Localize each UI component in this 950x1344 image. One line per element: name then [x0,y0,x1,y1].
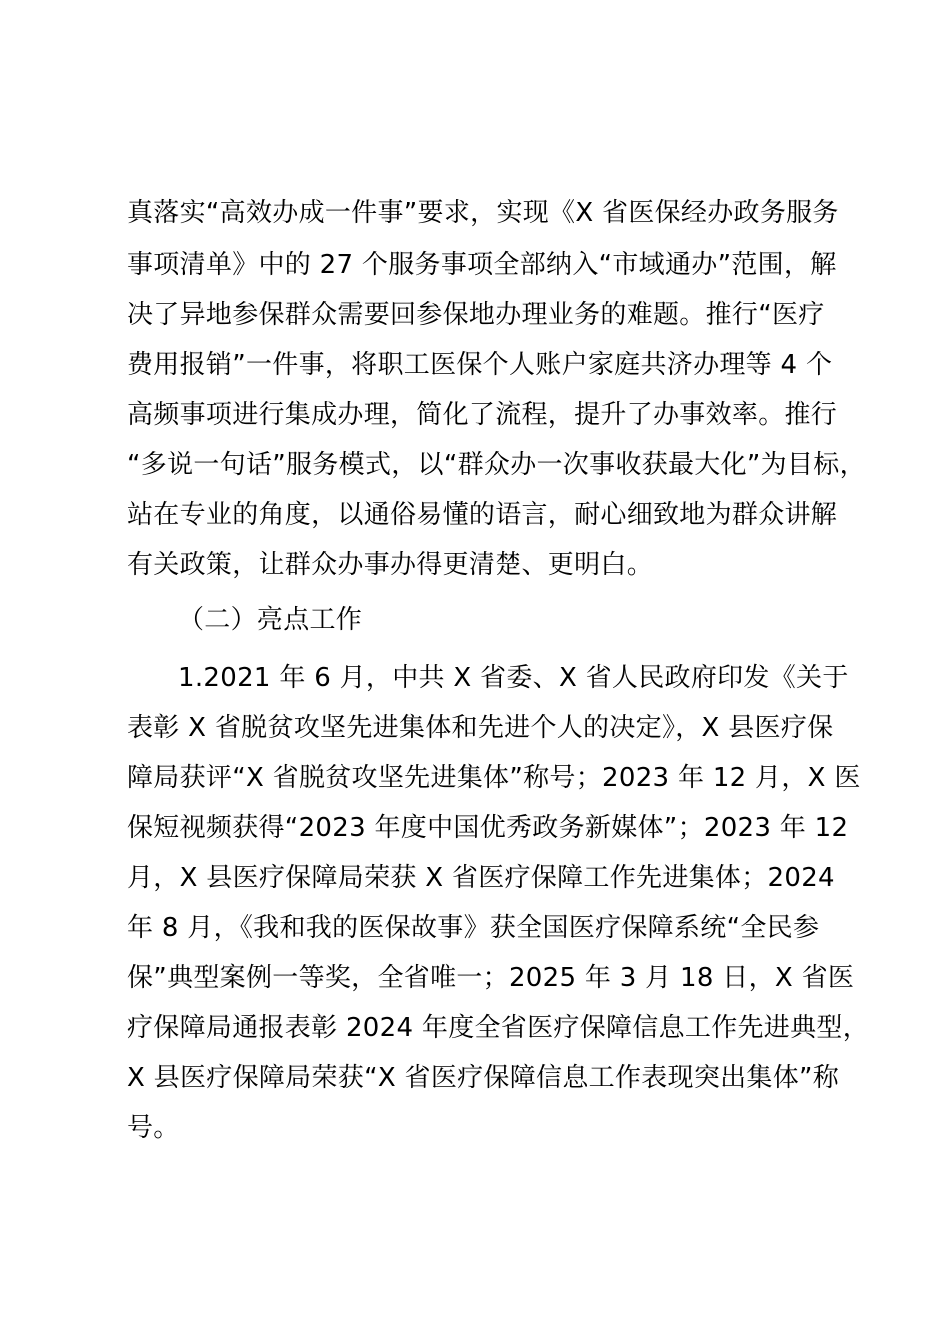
paragraph-1-line-1: 真落实“高效办成一件事”要求，实现《X 省医保经办政务服务 [127,198,839,228]
paragraph-2-line-6: 年 8 月，《我和我的医保故事》获全国医疗保障系统“全民参 [127,913,820,943]
paragraph-2-line-3: 障局获评“X 省脱贫攻坚先进集体”称号；2023 年 12 月，X 医 [127,763,861,793]
paragraph-1-line-8: 有关政策，让群众办事办得更清楚、更明白。 [127,550,654,580]
paragraph-2-line-2: 表彰 X 省脱贫攻坚先进集体和先进个人的决定》，X 县医疗保 [127,713,834,743]
paragraph-1-line-6: “多说一句话”服务模式，以“群众办一次事收获最大化”为目标， [127,450,866,480]
paragraph-2-line-7: 保”典型案例一等奖，全省唯一；2025 年 3 月 18 日，X 省医 [127,963,855,993]
paragraph-1-line-2: 事项清单》中的 27 个服务事项全部纳入“市域通办”范围，解 [127,250,837,280]
paragraph-2-line-5: 月，X 县医疗保障局荣获 X 省医疗保障工作先进集体；2024 [127,863,835,893]
paragraph-2-line-8: 疗保障局通报表彰 2024 年度全省医疗保障信息工作先进典型， [127,1013,869,1043]
paragraph-1-line-3: 决了异地参保群众需要回参保地办理业务的难题。推行“医疗 [127,300,825,330]
paragraph-2-line-9: X 县医疗保障局荣获“X 省医疗保障信息工作表现突出集体”称 [127,1063,840,1093]
paragraph-1-line-5: 高频事项进行集成办理，简化了流程，提升了办事效率。推行 [127,400,838,430]
section-heading: （二）亮点工作 [178,605,363,635]
paragraph-2-line-10: 号。 [127,1113,180,1143]
paragraph-1-line-7: 站在专业的角度，以通俗易懂的语言，耐心细致地为群众讲解 [127,500,838,530]
paragraph-1-line-4: 费用报销”一件事，将职工医保个人账户家庭共济办理等 4 个 [127,350,833,380]
paragraph-2-line-1: 1.2021 年 6 月，中共 X 省委、X 省人民政府印发《关于 [178,663,849,693]
paragraph-2-line-4: 保短视频获得“2023 年度中国优秀政务新媒体”；2023 年 12 [127,813,849,843]
